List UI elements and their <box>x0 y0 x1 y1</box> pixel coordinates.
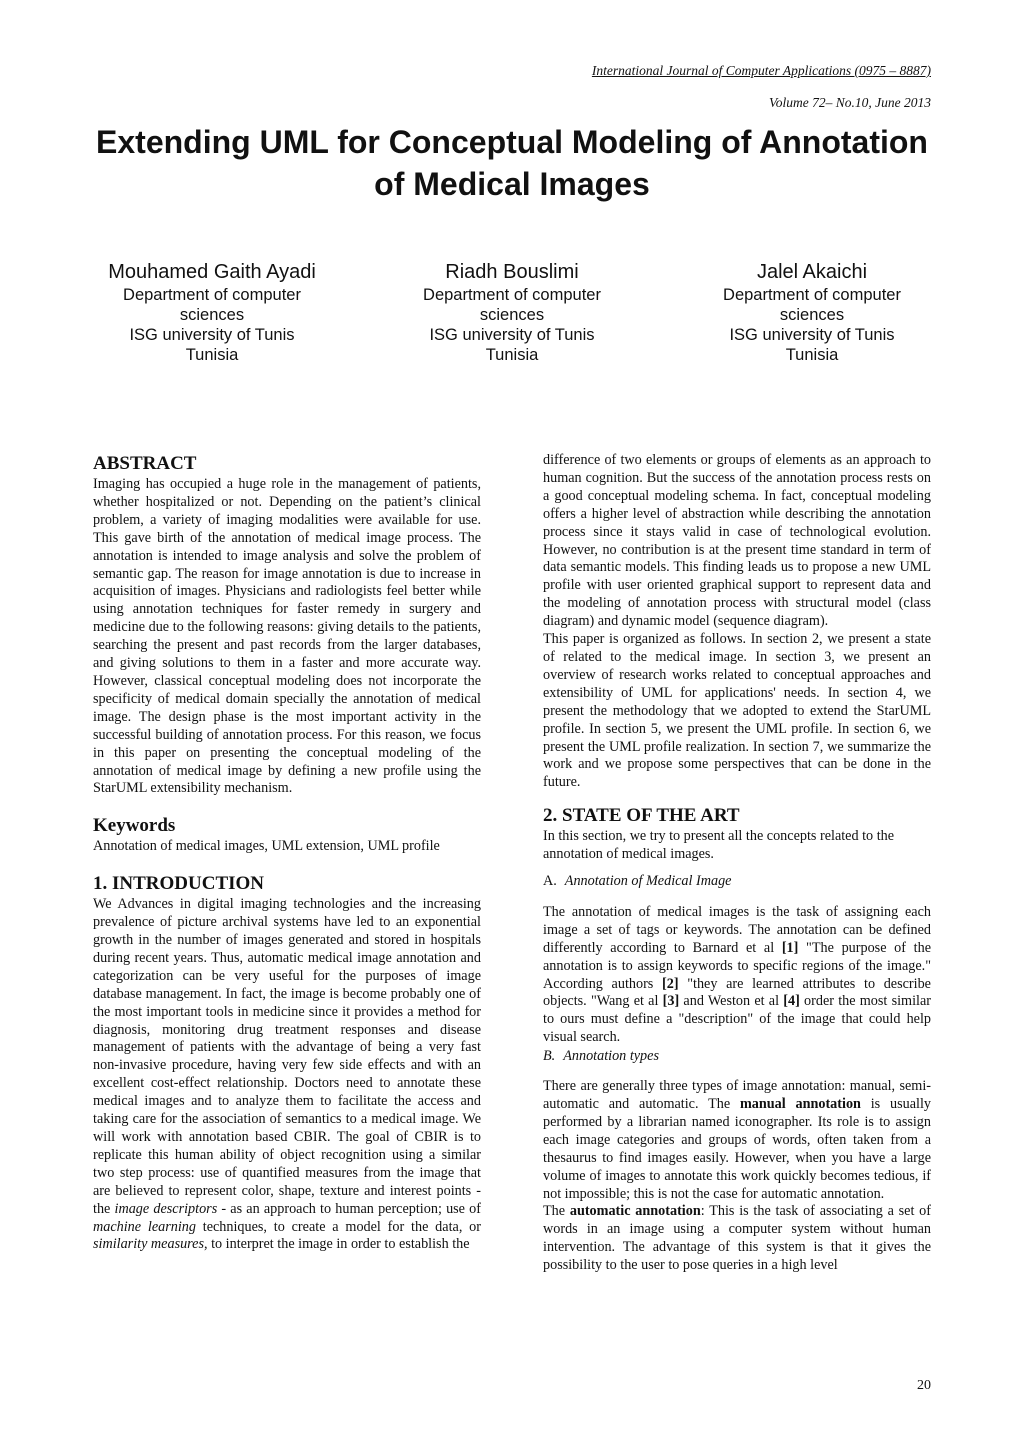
author-2 <box>362 259 662 365</box>
intro-emphasis: machine learning <box>93 1218 196 1235</box>
paragraph-text: and Weston et al <box>679 993 784 1010</box>
journal-name: International Journal of Computer Applications (0975 – 8887) <box>591 63 931 78</box>
intro-text: techniques, to create a model for the data, or <box>195 1218 481 1235</box>
author-country: Tunisia <box>785 346 839 364</box>
author-country: Tunisia <box>185 346 239 364</box>
paragraph-text: "they are learned attributes to describe objects. "Wang et al <box>543 975 931 1010</box>
author-university: ISG university of Tunis <box>429 326 595 344</box>
bold-term: automatic annotation <box>569 1203 701 1220</box>
paragraph-text: There are generally three types of image annotation: manual, semi-automatic and automatic. The <box>543 1078 931 1112</box>
automatic-annotation-paragraph <box>543 1203 931 1275</box>
author-department-cont: sciences <box>179 306 245 324</box>
subsection-title: Annotation of Medical Image <box>564 873 732 890</box>
author-department-cont: sciences <box>779 306 845 324</box>
author-department: Department of computer <box>423 286 601 304</box>
subsection-b-heading <box>543 1048 931 1066</box>
paragraph-text: : This is the task of associating a set of words in an image using a computer system without human intervention. The advantage of this system is that it gives the possibility to the user to pose queries in a high level <box>543 1203 931 1274</box>
author-3 <box>662 259 962 365</box>
annotation-types-paragraph <box>543 1078 931 1203</box>
citation-link[interactable]: [1] <box>781 939 799 956</box>
author-name: Riadh Bouslimi <box>445 261 579 283</box>
author-department-cont: sciences <box>479 306 545 324</box>
paragraph-text: "The purpose of the annotation is to assign keywords to specific regions of the image." According authors <box>543 939 931 992</box>
left-column <box>93 452 481 1254</box>
keywords-text: Annotation of medical images, UML extension, UML profile <box>93 838 440 855</box>
title-line-1: Extending UML for Conceptual Modeling of Annotation <box>96 124 928 160</box>
author-1 <box>62 259 362 365</box>
author-department: Department of computer <box>723 286 901 304</box>
author-name: Mouhamed Gaith Ayadi <box>108 261 316 283</box>
paper-title <box>60 121 964 205</box>
annotation-definition-paragraph <box>543 904 931 1047</box>
author-department: Department of computer <box>123 286 301 304</box>
paragraph-text: The <box>543 1203 570 1220</box>
author-university: ISG university of Tunis <box>729 326 895 344</box>
introduction-heading: 1. INTRODUCTION <box>93 873 265 895</box>
intro-emphasis: similarity measures <box>93 1236 204 1253</box>
abstract-heading: ABSTRACT <box>93 453 197 474</box>
right-column <box>543 452 931 1275</box>
introduction-continued: difference of two elements or groups of elements as an approach to human cognition. But the success of the annotation process rests on a good conceptual modeling schema. In fact, conceptual modeling offers a higher level of abstraction while describing the annotation process since it stays valid in case of technological evolution. However, no contribution is at the present time standard in term of data semantic models. This finding leads us to propose a new UML profile with user oriented graphical support to represent data and the modeling of annotation process with structural model (class diagram) and dynamic model (sequence diagram). <box>543 452 931 630</box>
author-name: Jalel Akaichi <box>756 261 868 283</box>
paragraph-text: is usually performed by a librarian named iconographer. Its role is to assign each image categories and groups of words, often taken from a thesaurus to find images easily. However, when you have a large volume of images to annotate this work quickly becomes tedious, if not impossible; this is not the case for automatic annotation. <box>543 1096 931 1202</box>
paragraph-text: The annotation of medical images is the task of assigning each image a set of tags or keywords. The annotation can be defined differently according to Barnard et al <box>543 903 931 956</box>
citation-link[interactable]: [2] <box>662 975 679 992</box>
author-country: Tunisia <box>485 346 539 364</box>
intro-emphasis: image descriptors <box>114 1200 218 1217</box>
state-of-art-intro: In this section, we try to present all the concepts related to the annotation of medical images. <box>543 828 895 863</box>
introduction-paragraph <box>93 896 481 1254</box>
intro-text: - as an approach to human perception; use of <box>217 1200 481 1217</box>
intro-text: We Advances in digital imaging technologies and the increasing prevalence of picture archival systems have led to an exponential growth in the number of images generated and stored in hospitals during recent years. Thus, automatic medical image annotation and categorization can be very useful for the purposes of image database management. In fact, the image is become probably one of the most important tools in medicine since it provides a method for diagnosis, monitoring drug treatment responses and disease management of patients with the advantage of being a very fast non-invasive procedure, having very few side effects and with an excellent cost-effect relationship. Doctors need to annotate these medical images and to analyze them to facilitate the access and taking care for the association of semantics to a medical image. We will work with annotation based CBIR. The goal of CBIR is to replicate this human ability of object recognition using a similar two step process: use of quantified measures from the image that are believed to represent color, shape, texture and interest points - the <box>93 896 481 1217</box>
volume-info: Volume 72– No.10, June 2013 <box>769 95 931 110</box>
author-university: ISG university of Tunis <box>129 326 295 344</box>
page-number: 20 <box>917 1378 931 1393</box>
paragraph-text: order the most similar to ours must define a "description" of the image that could help visual search. <box>543 993 931 1046</box>
abstract-text: Imaging has occupied a huge role in the management of patients, whether hospitalized or not. Depending on the patient’s clinical problem, a variety of imaging modalities were available for use. This gave birth of the annotation of medical image process. The annotation is intended to image analysis and solve the problem of semantic gap. The reason for image annotation is due to increase in acquisition of images. Physicians and radiologists feel better while using annotation techniques for faster remedy in surgery and medicine due to the following reasons: giving details to the patients, searching the present and past records from the larger databases, and giving solutions to them in a faster and more accurate way. However, classical conceptual modeling does not incorporate the specificity of medical domain specially the annotation of medical image. The design phase is the most important activity in the successful building of annotation process. For this reason, we focus in this paper on presenting the conceptual modeling of the annotation of medical image by defining a new profile using the StarUML extensibility mechanism. <box>93 476 481 797</box>
bold-term: manual annotation <box>739 1096 861 1112</box>
keywords-heading: Keywords <box>93 815 176 837</box>
subsection-title: Annotation types <box>563 1048 659 1065</box>
subsection-letter: A. <box>543 873 557 890</box>
organization-paragraph: This paper is organized as follows. In section 2, we present a state of related to the medical image. In section 3, we present an overview of research works related to conceptual approaches and extensibility of UML for applications' needs. In section 4, we present the methodology that we adopted to extend the StarUML profile. In section 5, we present the UML profile. In section 6, we present the UML profile realization. In section 7, we summarize the work and we propose some perspectives that can be done in the future. <box>543 631 931 791</box>
subsection-letter: B. <box>543 1048 556 1065</box>
title-line-2: of Medical Images <box>374 166 650 202</box>
intro-text: , to interpret the image in order to establish the <box>204 1236 470 1253</box>
citation-link[interactable]: [3] <box>662 993 680 1010</box>
subsection-a-heading <box>543 873 931 891</box>
state-of-art-heading: 2. STATE OF THE ART <box>543 805 740 827</box>
citation-link[interactable]: [4] <box>783 993 800 1010</box>
